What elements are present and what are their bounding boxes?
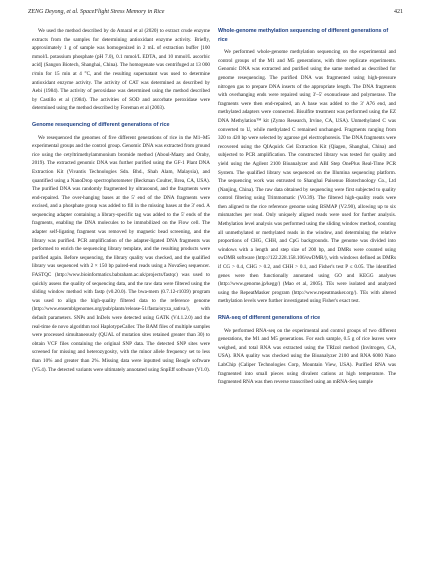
paragraph-genome-resequencing: We resequenced the genomes of five different generations of rice in the M1–M5 experimental groups and the control group. Genomic DNA was extracted from ground rice using the cetyltrimethylammonium bromide method (Aboul-Maaty and Oraby, 2019). The extracted genomic DNA was further purified using the GF-1 Plant DNA Extraction Kit (Vivantis Technologies Sdn. Bhd., Shah Alam, Malaysia), and quantified using a NanoDrop spectrophotometer (Beckman Coulter, Brea, CA, USA). The purified DNA was randomly fragmented by ultrasound, and the fragments were end-repaired. The over-hanging bases at the 5' end of the DNA fragments were excised, and a phosphate group was added to fill in the missing bases at the 3' end. A sequencing adapter containing a library-specific tag was added to the 5' ends of the fragments, enabling the DNA molecules to be immobilized on the Flow cell. The adapter self-ligating fragment was removed by magnetic bead screening, and the library was purified. PCR amplification of the adapter-ligated DNA fragments was performed to enrich the sequencing library template, and the resulting products were purified again. Before sequencing, the library quality was checked, and the qualified library was sequenced with 2 × 150 bp paired-end reads using a NovaSeq sequencer. FASTQC (http://www.bioinformatics.babraham.ac.uk/projects/fastqc) was used to quickly assess the quality of sequencing data, and the raw data were filtered using the sliding window method with fastp (v0.20.0). The bwa-mem (0.7.12-r1039) program was used to align the high-quality filtered data to the reference genome (http://www.ensemblgenomes.org/pub/plants/release-51/fasta/oryza_sativa/), with default parameters. SNPs and InDels were detected using GATK (V4.1.2.0) and the real-time de novo algorithm tool HaplotypeCaller. The BAM files of multiple samples were processed simultaneously (QUAL of mutation sites retained greater than 30) to obtain VCF files containing the original SNP data. The detected SNP sites were screened for missing and heterozygosity, with the minor allele frequency set to less than 10% and greater than 2%. Missing data were inputted using Beagle software (V5.4). The detected variants were ultimately annotated using SnpEff software (V1.0). [32, 134, 210, 373]
section-heading-methylation-sequencing: Whole-genome methylation sequencing of different generations of rice [218, 28, 389, 43]
paragraph-methylation-sequencing: We performed whole-genome methylation sequencing on the experimental and control groups of the M1 and M5 generations, with three replicate experiments. Genomic DNA was extracted and purified using the same method as described for genome resequencing. The purified DNA was fragmented using high-pressure nitrogen gas to prepare DNA inserts of the appropriate length. The DNA fragments with overhanging ends were repaired using 3'–5' exonuclease and polymerase. The fragments were then end-repaired, an A base was added to the 3' A76 end, and methylated adapters were connected. Bisulfite treatment was performed using the EZ DNA Methylation™ kit (Zymo Research, Irvine, CA, USA). Unmethylated C was converted to U, while methylated C remained unchanged. Fragments ranging from 320 to 420 bp were selected by agarose gel electrophoresis. The DNA fragments were recovered using the QIAquick Gel Extraction Kit (Qiagen, Shanghai, China) and subjected to PCR amplification. The constructed library was tested for quality and yield using the Agilent 2100 Bioanalyzer and ABI Step OnePlus Real-Time PCR System. The qualified library was sequenced on the Illumina sequencing platform. The sequencing work was entrusted to Shanghai Paisenuo Biotechnology Co., Ltd (Nanjing, China). The raw data obtained by sequencing were first subjected to quality control filtering using Trimmomatic (V0.39). The filtered high-quality reads were then aligned to the rice reference genome using BSMAP (V2.90), allowing up to six mismatches per read. Only uniquely aligned reads were used for further analysis. Methylation level analysis was performed using the sliding window method, counting all unmethylated or methylated reads in the window, and determining the relative proportions of CHG, CHH, and CpG backgrounds. The genome was divided into windows with a length and step size of 200 bp, and DMRs were counted using swDMR software (http://122.228.158.106/swDMR/), with windows defined as DMRs if CG > 0.4, CHG > 0.2, and CHH > 0.1, and Fisher's test P ≤ 0.05. The identified genes were then functionally annotated using GO and KEGG analyses (http://www.genome.jp/kegg/) (Mao et al, 2005). TEs were isolated and analyzed using the RepeatMasker program (http://www.repeatmasker.org/). TEs with altered methylation levels were further investigated using Fisher's exact test. [218, 49, 396, 305]
page-number: 421 [394, 9, 403, 15]
running-title: ZENG Deyong, et al. SpaceFlight Stress Memory in Rice [28, 9, 165, 15]
paragraph-rna-seq: We performed RNA-seq on the experimental and control groups of two different generations, the M1 and M5 generations. For each sample, 0.5 g of rice leaves were weighed, and total RNA was extracted using the TRIzol method (Invitrogen, CA, USA). RNA quality was checked using the Bioanalyzer 2100 and RNA 6000 Nano LabChip (Caliper Technologies Corp, Mountain View, USA). Purified RNA was fragmented into small pieces using divalent cations at high temperature. The fragmented RNA was then reverse transcribed using an mRNA-Seq sample [218, 327, 396, 386]
section-heading-genome-resequencing: Genome resequencing of different generations of rice [32, 121, 170, 128]
section-heading-rna-seq: RNA-seq of different generations of rice [218, 315, 321, 321]
paragraph-enzyme-extraction: We used the method described by do Amaral et al (2020) to extract crude enzyme extracts from the samples for determining antioxidant enzyme activity. Briefly, approximately 1 g of sample was homogenized in 2 mL of extraction buffer [100 mmol/L potassium phosphate (pH 7.0), 0.1 mmol/L EDTA, and 10 mmol/L ascorbic acid] (Sangon Biotech, Shanghai, China). The homogenate was centrifuged at 13 000 r/min for 15 min at 4 °C, and the resulting supernatant was used to determine antioxidant enzyme activity. The activity of CAT was determined as described by Aebi (1984). The activity of peroxidase was determined using the method described by Castillo et al (1984). The activities of SOD and ascorbate peroxidase were determined using the method described by Foreman et al (2003). [32, 28, 210, 112]
right-column [218, 27, 396, 387]
left-column [32, 27, 210, 374]
running-header [28, 9, 403, 19]
